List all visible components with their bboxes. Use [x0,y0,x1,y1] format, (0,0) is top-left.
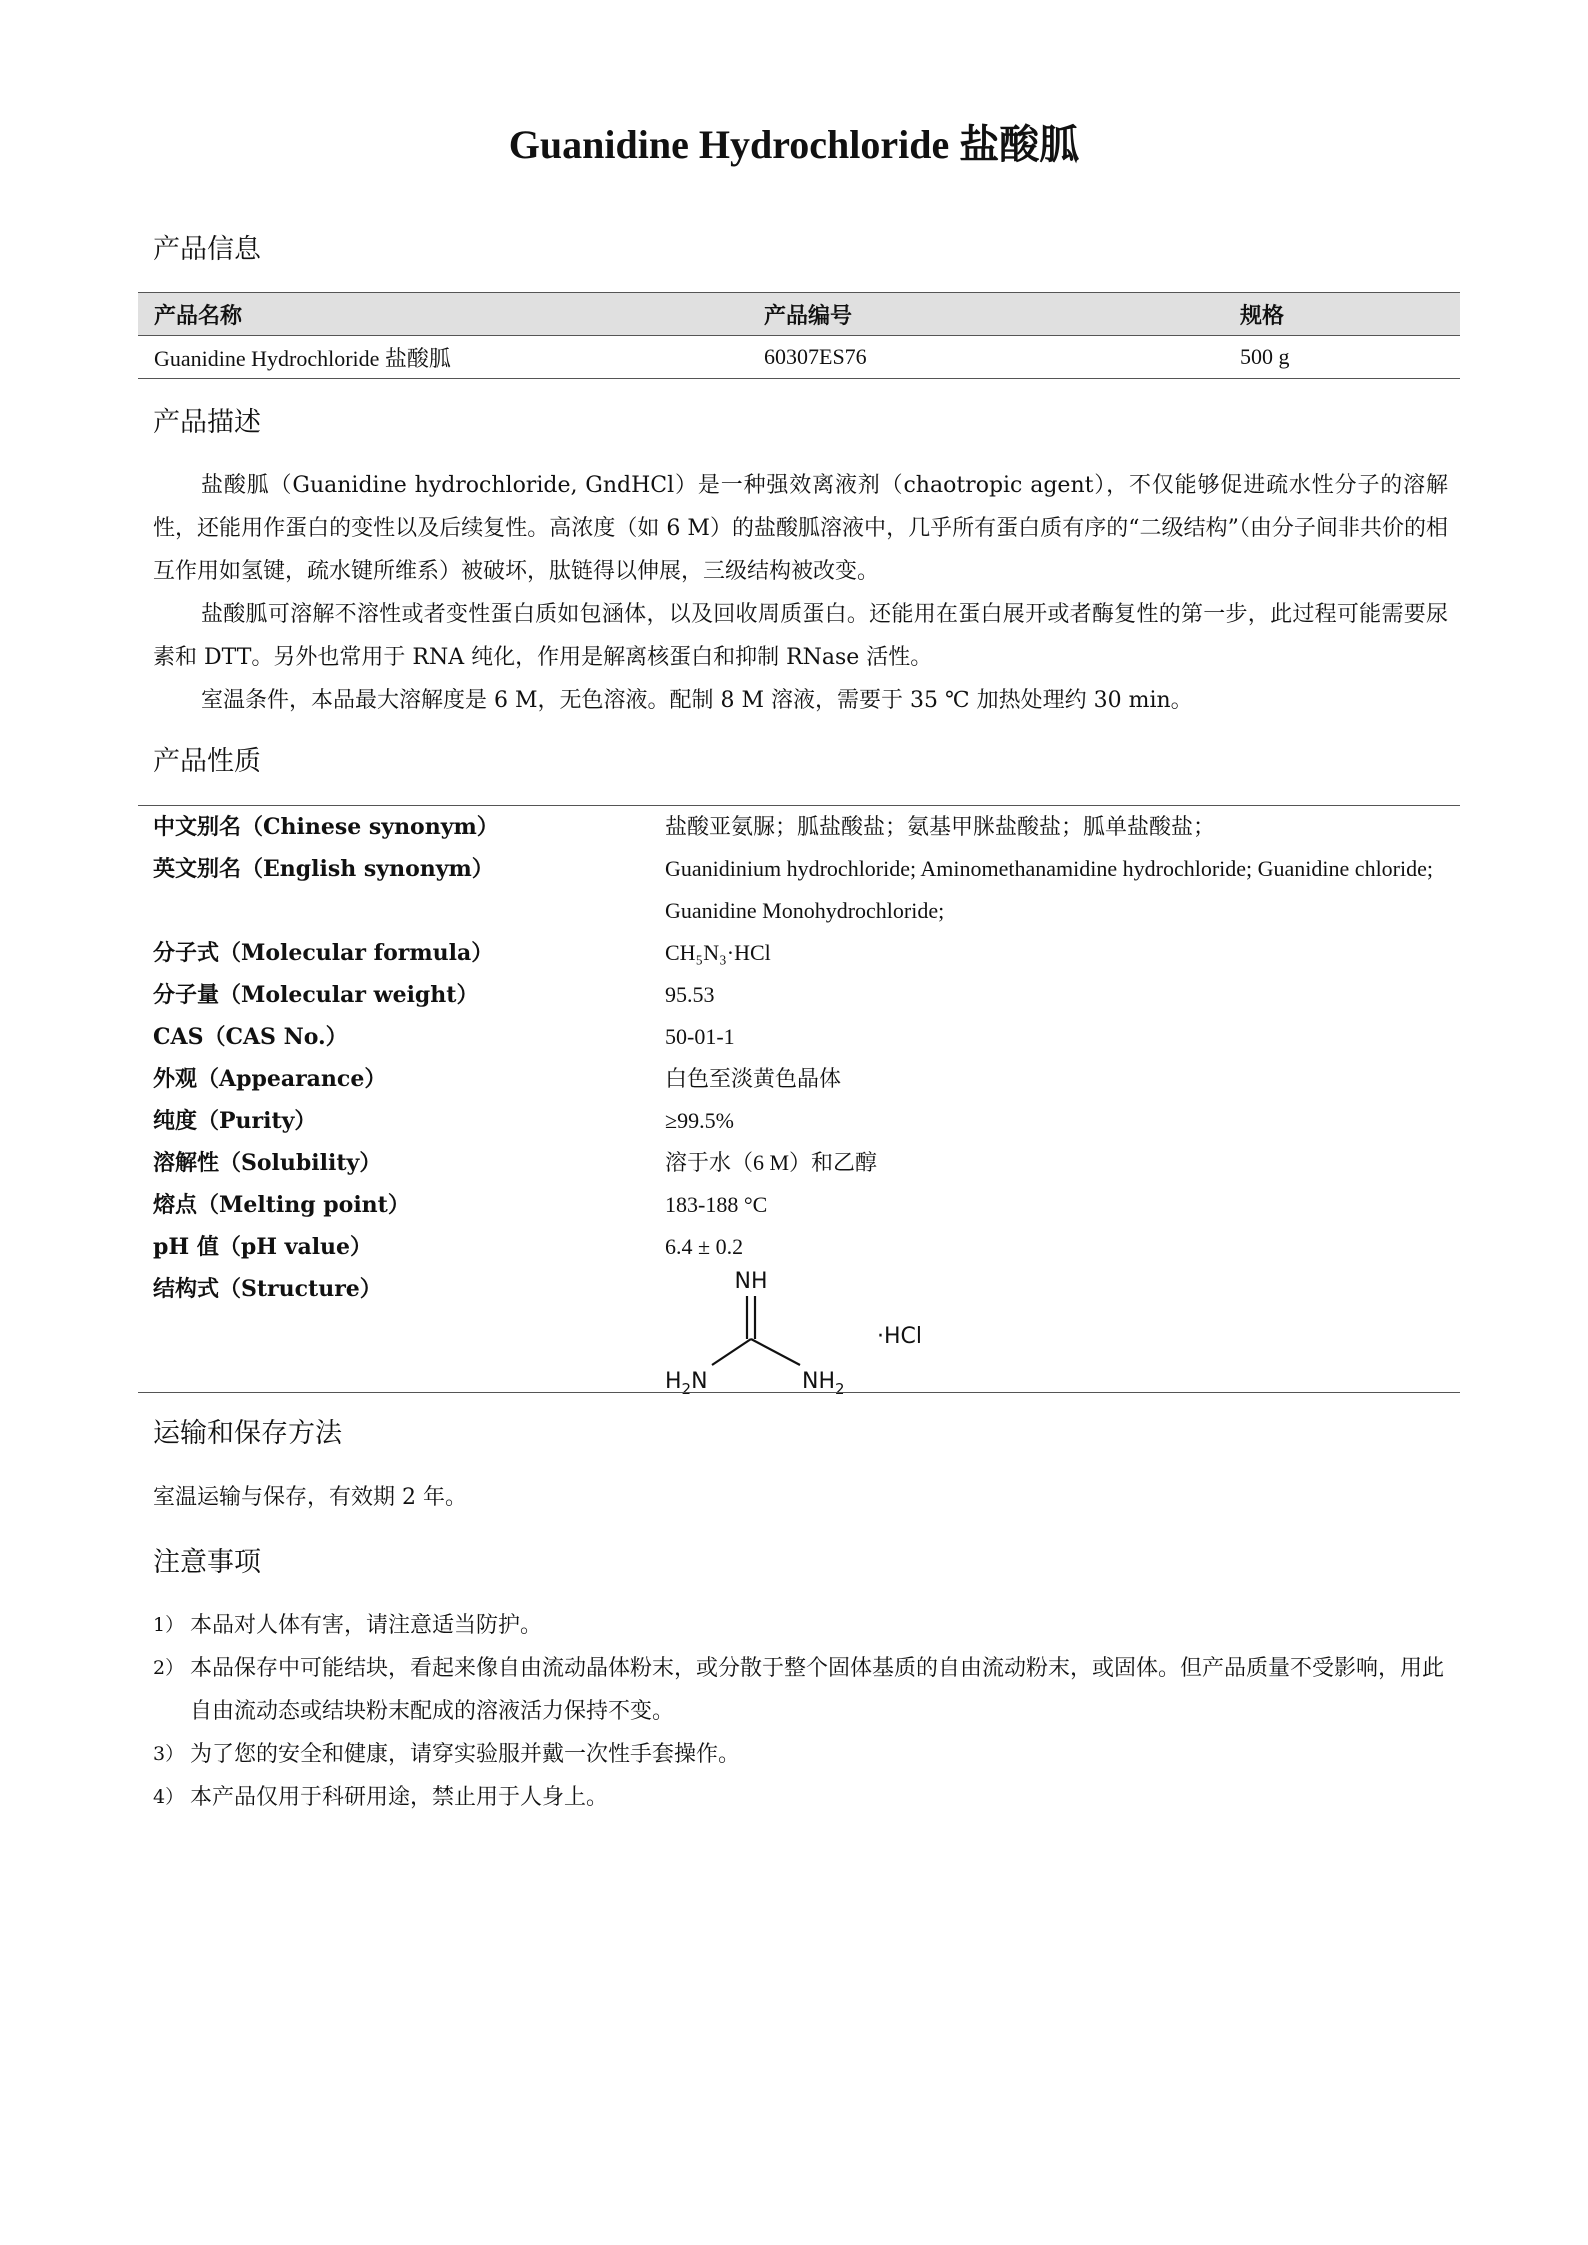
header-product-name: 产品名称 [138,293,748,336]
properties-bottom-rule [138,1392,1460,1393]
property-label: 外观（Appearance） [153,1066,387,1092]
description-paragraph-3: 室温条件，本品最大溶解度是 6 M，无色溶液。配制 8 M 溶液，需要于 35 ℃ 加热处理约 30 min。 [201,688,1193,713]
cell-product-number: 60307ES76 [748,336,1224,379]
property-value: ≥99.5% [665,1108,734,1133]
property-value: 盐酸亚氨脲；胍盐酸盐；氨基甲脒盐酸盐；胍单盐酸盐； [665,814,1216,839]
header-product-number: 产品编号 [748,293,1224,336]
cell-spec: 500 g [1224,336,1460,379]
property-value: 50-01-1 [665,1024,735,1049]
property-label: 分子量（Molecular weight） [153,982,479,1008]
description-paragraph-1: 盐酸胍（Guanidine hydrochloride, GndHCl）是一种强效离液剂（chaotropic agent），不仅能够促进疏水性分子的溶解性，还能用作蛋白的变性以及后续复性。高浓度（如 6 M）的盐酸胍溶液中，几乎所有蛋白质有序的“二级结构”（由分子间非共价的相互作用如氢键，疏水键所维系）被破坏，肽链得以伸展，三级结构被改变。 [153,473,1448,584]
property-label: 分子式（Molecular formula） [153,940,494,966]
note-number: 1） [153,1614,185,1636]
property-value: 183-188 °C [665,1192,768,1217]
product-info-table [138,292,1460,379]
note-text: 本品对人体有害，请注意适当防护。 [190,1613,543,1638]
note-text: 本品保存中可能结块，看起来像自由流动晶体粉末，或分散于整个固体基质的自由流动粉末，或固体。但产品质量不受影响，用此自由流动态或结块粉末配成的溶液活力保持不变。 [190,1656,1445,1724]
structure-label-top: NH [734,1269,768,1294]
note-text: 本产品仅用于科研用途，禁止用于人身上。 [190,1785,609,1810]
page-title: Guanidine Hydrochloride 盐酸胍 [508,122,1080,167]
section-heading-properties: 产品性质 [153,746,261,777]
storage-text: 室温运输与保存，有效期 2 年。 [153,1485,467,1510]
property-label: 熔点（Melting point） [153,1192,410,1218]
structure-bonds [712,1296,800,1365]
structure-label-salt: ·HCl [877,1324,923,1349]
property-value: 白色至淡黄色晶体 [665,1066,842,1091]
property-value: CH₅N₃·HCl [665,940,771,965]
note-text: 为了您的安全和健康，请穿实验服并戴一次性手套操作。 [190,1742,741,1767]
header-spec: 规格 [1224,293,1460,336]
description-block [153,464,1448,722]
property-label: 中文别名（Chinese synonym） [153,814,499,840]
property-value: 95.53 [665,982,715,1007]
note-number: 2） [153,1657,185,1679]
property-label: pH 值（pH value） [153,1234,373,1260]
table-header-row [138,293,1460,336]
note-number: 3） [153,1743,185,1765]
note-number: 4） [153,1786,185,1808]
property-label: CAS（CAS No.） [153,1024,348,1050]
description-paragraph-2: 盐酸胍可溶解不溶性或者变性蛋白质如包涵体，以及回收周质蛋白。还能用在蛋白展开或者酶复性的第一步，此过程可能需要尿素和 DTT。另外也常用于 RNA 纯化，作用是解离核蛋白和抑制 RNase 活性。 [153,602,1448,670]
property-label: 溶解性（Solubility） [153,1150,382,1176]
property-value: 6.4 ± 0.2 [665,1234,744,1259]
property-value: Guanidinium hydrochloride; Aminomethanamidine hydrochloride; Guanidine chloride; Guanidine Monohydrochloride; [665,856,1433,923]
property-label: 结构式（Structure） [153,1276,382,1302]
section-heading-description: 产品描述 [153,407,261,438]
table-row [138,336,1460,379]
section-heading-notes: 注意事项 [153,1547,261,1578]
property-label: 纯度（Purity） [153,1108,317,1134]
property-value: 溶于水（6 M）和乙醇 [665,1150,878,1175]
section-heading-product-info: 产品信息 [153,234,261,265]
structure-formula-diagram [655,1262,955,1394]
structure-label-left: $H_2N$ [665,1369,708,1394]
property-label: 英文别名（English synonym） [153,856,494,882]
cell-product-name: Guanidine Hydrochloride 盐酸胍 [138,336,748,379]
structure-label-right: $NH_2$ [802,1369,845,1394]
section-heading-storage: 运输和保存方法 [153,1418,342,1449]
